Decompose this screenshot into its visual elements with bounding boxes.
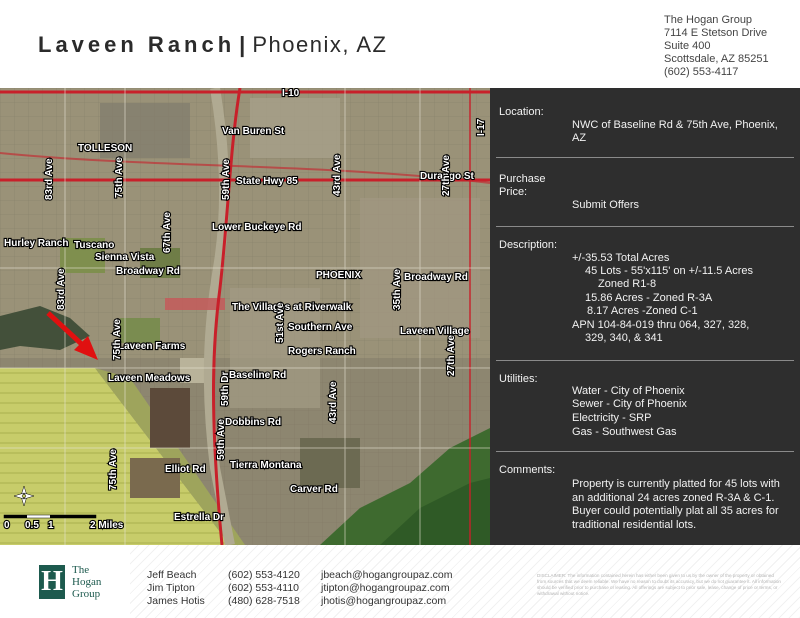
title-city: Phoenix, AZ xyxy=(252,32,388,57)
label-67th-ave: 67th Ave xyxy=(162,212,173,253)
label-tolleson: TOLLESON xyxy=(78,143,133,154)
divider xyxy=(496,226,794,227)
utility-gas: Gas - Southwest Gas xyxy=(572,426,677,438)
logo-line-1: The xyxy=(72,564,90,576)
agent-names xyxy=(147,569,205,608)
agent-phone: (480) 628-7518 xyxy=(228,595,300,607)
label-laveen-village: Laveen Village xyxy=(400,326,470,337)
label-broadway-west: Broadway Rd xyxy=(116,266,180,277)
description-line: +/-35.53 Total Acres xyxy=(572,252,670,264)
header xyxy=(0,0,800,88)
price-label-line1: Purchase xyxy=(499,173,546,185)
address-line-1: 7114 E Stetson Drive xyxy=(664,27,768,39)
agent-emails xyxy=(321,569,453,608)
label-southern-ave: Southern Ave xyxy=(288,322,353,333)
label-83rd-ave-north: 83rd Ave xyxy=(44,158,55,200)
label-sienna-vista: Sienna Vista xyxy=(95,252,155,263)
label-elliot: Elliot Rd xyxy=(165,464,206,475)
label-tierra-montana: Tierra Montana xyxy=(230,460,302,471)
label-estrella: Estrella Dr xyxy=(174,512,225,523)
label-van-buren: Van Buren St xyxy=(222,126,285,137)
label-tuscano: Tuscano xyxy=(74,240,115,251)
divider xyxy=(496,360,794,361)
label-dobbins: Dobbins Rd xyxy=(225,417,282,428)
logo-text xyxy=(72,564,101,600)
label-hwy85: State Hwy 85 xyxy=(236,176,298,187)
company-name: The Hogan Group xyxy=(664,14,753,26)
label-83rd-ave-south: 83rd Ave xyxy=(56,268,67,310)
logo-letter: H xyxy=(41,566,63,597)
utility-sewer: Sewer - City of Phoenix xyxy=(572,398,687,410)
utility-water: Water - City of Phoenix xyxy=(572,385,685,397)
agent-phones xyxy=(228,569,300,608)
label-75th-ave-north: 75th Ave xyxy=(114,157,125,198)
label-lower-buckeye: Lower Buckeye Rd xyxy=(212,222,302,233)
hogan-group-logo xyxy=(39,565,65,599)
field xyxy=(300,438,360,488)
label-i17: I-17 xyxy=(476,118,487,136)
location-value: NWC of Baseline Rd & 75th Ave, Phoenix, AZ xyxy=(572,119,778,144)
price-label-line2: Price: xyxy=(499,186,528,198)
disclaimer-text: DISCLAIMER: The information contained herein has either been given to us by the owner of the property or obtained from sources that we deem reliable. We have no reason to doubt its accuracy, but we do not guarantee it. All information should be verified prior to purchase or leasing. All offerings are subject to prior sale, lease, change of price or terms, or withdrawal without notice. xyxy=(537,573,781,596)
title-main: Laveen Ranch xyxy=(38,32,236,57)
divider xyxy=(496,157,794,158)
description-line: 8.17 Acres -Zoned C-1 xyxy=(587,305,698,317)
agent-email[interactable]: jhotis@hogangroupaz.com xyxy=(321,595,447,607)
property-details-panel xyxy=(490,88,800,545)
agent-phone: (602) 553-4120 xyxy=(228,569,300,581)
address-line-2: Suite 400 xyxy=(664,40,711,52)
label-35th-ave: 35th Ave xyxy=(392,269,403,310)
company-contact xyxy=(664,14,769,79)
label-43rd-ave-south: 43rd Ave xyxy=(328,381,339,423)
page-title xyxy=(38,32,387,58)
dark-field xyxy=(150,388,190,448)
agent-email[interactable]: jbeach@hogangroupaz.com xyxy=(321,569,453,581)
map-svg xyxy=(0,88,490,545)
label-75th-ave-mid: 75th Ave xyxy=(112,319,123,360)
label-baseline: Baseline Rd xyxy=(229,370,287,381)
logo-line-3: Group xyxy=(72,588,101,600)
label-carver: Carver Rd xyxy=(290,484,338,495)
label-27th-ave-south: 27th Ave xyxy=(446,335,457,376)
footer xyxy=(0,545,800,618)
price-value: Submit Offers xyxy=(572,199,640,211)
description-line: 45 Lots - 55'x115' on +/-11.5 Acres xyxy=(585,265,753,277)
agent-email[interactable]: jtipton@hogangroupaz.com xyxy=(321,582,450,594)
highlight-parcel xyxy=(165,298,225,310)
title-separator: | xyxy=(239,32,247,57)
label-durango: Durango St xyxy=(420,171,474,182)
label-59th-dr: 59th Dr xyxy=(220,371,231,406)
comments-value: Property is currently platted for 45 lots with an additional 24 acres zoned R-3A & C-1. Buyer could potentially plat all 35 acres for traditional residential lots. xyxy=(572,478,780,531)
label-villages: The Villages at Riverwalk xyxy=(232,302,352,313)
label-broadway-east: Broadway Rd xyxy=(404,272,468,283)
label-phoenix: PHOENIX xyxy=(316,270,362,281)
utilities-label: Utilities: xyxy=(499,373,538,385)
label-51st-ave: 51st Ave xyxy=(275,302,286,343)
logo-line-2: Hogan xyxy=(72,576,102,588)
agent-name: Jim Tipton xyxy=(147,582,195,594)
divider xyxy=(496,451,794,452)
description-line: Zoned R1-8 xyxy=(598,278,657,290)
utility-electricity: Electricity - SRP xyxy=(572,412,652,424)
company-phone: (602) 553-4117 xyxy=(664,66,739,78)
label-rogers-ranch: Rogers Ranch xyxy=(288,346,356,357)
scale-label-1: 1 xyxy=(48,520,54,531)
label-laveen-farms: Laveen Farms xyxy=(118,341,186,352)
location-label: Location: xyxy=(499,106,544,118)
description-label: Description: xyxy=(499,239,558,251)
comments-label: Comments: xyxy=(499,464,556,476)
field xyxy=(120,318,160,343)
agent-name: Jeff Beach xyxy=(147,569,197,581)
label-hurley-ranch: Hurley Ranch xyxy=(4,238,69,249)
description-line: 329, 340, & 341 xyxy=(585,332,663,344)
description-line: 15.86 Acres - Zoned R-3A xyxy=(585,292,713,304)
label-i10: I-10 xyxy=(282,88,300,99)
address-line-3: Scottsdale, AZ 85251 xyxy=(664,53,769,65)
agent-name: James Hotis xyxy=(147,595,205,607)
description-line: APN 104-84-019 thru 064, 327, 328, xyxy=(572,319,750,331)
label-27th-ave-north: 27th Ave xyxy=(441,155,452,196)
aerial-map xyxy=(0,88,490,545)
agent-phone: (602) 553-4110 xyxy=(228,582,300,594)
label-75th-ave-south: 75th Ave xyxy=(108,449,119,490)
label-59th-ave-south: 59th Ave xyxy=(216,419,227,460)
label-43rd-ave-north: 43rd Ave xyxy=(332,154,343,196)
scale-label-2mi: 2 Miles xyxy=(90,520,124,531)
label-59th-ave-north: 59th Ave xyxy=(221,159,232,200)
scale-label-0: 0 xyxy=(4,520,10,531)
scale-label-05: 0.5 xyxy=(25,520,39,531)
label-laveen-meadows: Laveen Meadows xyxy=(108,373,191,384)
